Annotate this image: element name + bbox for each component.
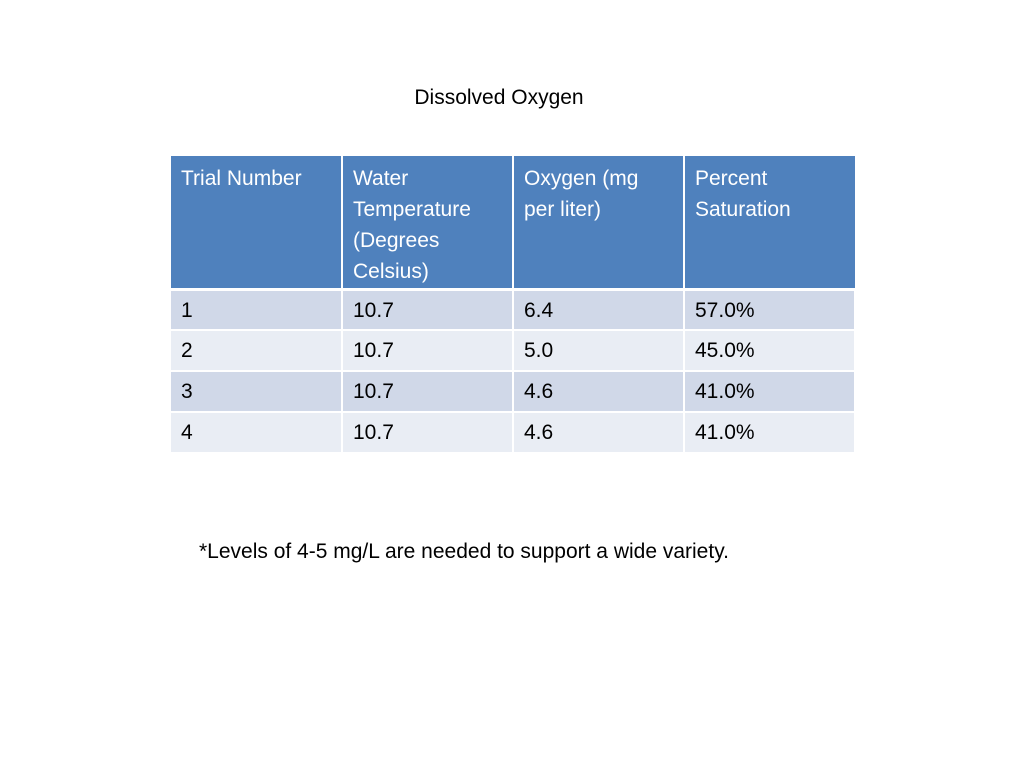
cell-oxygen: 4.6: [513, 412, 684, 453]
header-percent-saturation: Percent Saturation: [684, 156, 854, 289]
cell-percent-saturation: 41.0%: [684, 371, 854, 412]
header-water-temperature: Water Temperature (Degrees Celsius): [342, 156, 513, 289]
cell-trial-number: 4: [171, 412, 342, 453]
slide-title: Dissolved Oxygen: [414, 86, 584, 109]
cell-water-temperature: 10.7: [342, 330, 513, 371]
cell-water-temperature: 10.7: [342, 371, 513, 412]
dissolved-oxygen-table: [171, 156, 855, 454]
cell-oxygen: 5.0: [513, 330, 684, 371]
cell-water-temperature: 10.7: [342, 289, 513, 330]
cell-oxygen: 6.4: [513, 289, 684, 330]
header-trial-number: Trial Number: [171, 156, 342, 289]
cell-trial-number: 2: [171, 330, 342, 371]
cell-trial-number: 3: [171, 371, 342, 412]
cell-oxygen: 4.6: [513, 371, 684, 412]
cell-water-temperature: 10.7: [342, 412, 513, 453]
table-row: [171, 371, 854, 412]
table-row: [171, 289, 854, 330]
cell-trial-number: 1: [171, 289, 342, 330]
table-row: [171, 330, 854, 371]
header-oxygen: Oxygen (mg per liter): [513, 156, 684, 289]
table-row: [171, 412, 854, 453]
footnote: *Levels of 4-5 mg/L are needed to support a wide variety.: [199, 540, 729, 563]
cell-percent-saturation: 41.0%: [684, 412, 854, 453]
cell-percent-saturation: 45.0%: [684, 330, 854, 371]
cell-percent-saturation: 57.0%: [684, 289, 854, 330]
table-header-row: [171, 156, 854, 289]
